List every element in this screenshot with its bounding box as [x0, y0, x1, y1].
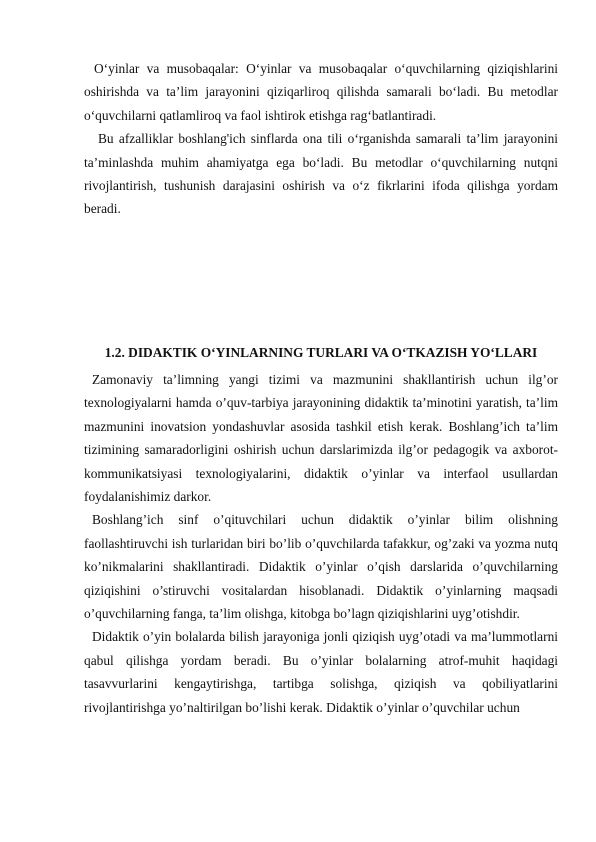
paragraph-modern-education: Zamonaviy ta’limning yangi tizimi va mazmunini shakllantirish uchun ilg’or texnologiyalarni hamda o’quv-tarbiya jarayonining didaktik ta’minotini yaratish, ta’lim mazmunini inovatsion yondashuvlar asosida tashkil etish kerak. Boshlang’ich ta’lim tizimining samaradorligini oshirish uchun darslarimizda ilg’or pedagogik va axborot-kommunikatsiyasi texnologiyalarini, didaktik o’yinlar va interfaol usullardan foydalanishimiz darkor.	[84, 372, 558, 505]
paragraph-didactic-game: Didaktik o’yin bolalarda bilish jarayoniga jonli qiziqish uyg’otadi va ma’lummotlarni qabul qilishga yordam beradi. Bu o’yinlar bolalarning atrof-muhit haqidagi tasavvurlarini kengaytirishga, tartibga solishga, qiziqish va qobiliyatlarini rivojlantirishga yo’naltirilgan bo’lishi kerak. Didaktik o’yinlar o’quvchilar uchun	[84, 629, 558, 715]
section-heading: 1.2. DIDAKTIK O‘YINLARNING TURLARI VA O‘TKAZISH YO‘LLARI	[104, 345, 538, 360]
intro-text-block	[84, 57, 558, 221]
paragraph-primary-teachers: Boshlang’ich sinf o’qituvchilari uchun didaktik o’yinlar bilim olishning faollashtiruvchi ish turlaridan biri bo’lib o’quvchilarda tafakkur, og’zaki va yozma nutq ko’nikmalarini shakllantiradi. Didaktik o’yinlar o’qish darslarida o’quvchilarning qiziqishini o’stiruvchi vositalardan hisoblanadi. Didaktik o’yinlarning maqsadi o’quvchilarning fanga, ta’lim olishga, kitobga bo’lagn qiziqishlarini uyg’otishdir.	[84, 512, 558, 622]
paragraph-games-competitions: O‘yinlar va musobaqalar: O‘yinlar va musobaqalar o‘quvchilarning qiziqishlarini oshirishda va ta’lim jarayonini qiziqarliroq qilishda samarali bo‘ladi. Bu metodlar o‘quvchilarni qatlamliroq va faol ishtirok etishga rag‘batlantiradi.	[84, 61, 558, 123]
section-text-block	[84, 368, 558, 719]
paragraph-advantages: Bu afzalliklar boshlang'ich sinflarda ona tili o‘rganishda samarali ta’lim jarayonini ta’minlashda muhim ahamiyatga ega bo‘ladi. Bu metodlar o‘quvchilarning nutqni rivojlantirish, tushunish darajasini oshirish va o‘z fikrlarini ifoda qilishga yordam beradi.	[84, 131, 558, 217]
